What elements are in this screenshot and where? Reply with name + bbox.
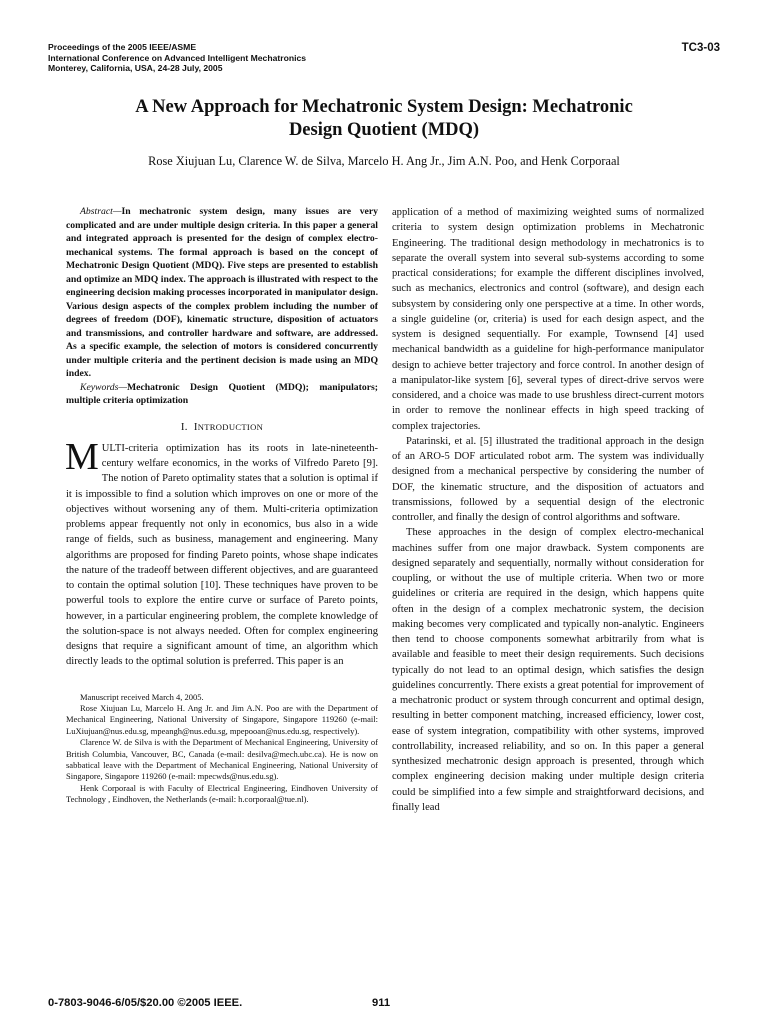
left-column xyxy=(66,205,378,806)
title-line-2: Design Quotient (MDQ) xyxy=(288,120,480,140)
footnote: Manuscript received March 4, 2005. xyxy=(80,691,204,702)
footnote: Clarence W. de Silva is with the Department of Mechanical Engineering, University of British Columbia, Vancouver, BC, Canada (e-mail: desilva@mech.ubc.ca). He is now on sabbatical leave with the Department of Mechanical Engineering, National University of Singapore, Singapore 119260 (e-mail: mpecwds@nus.edu.sg). xyxy=(66,737,378,782)
header-line-2: International Conference on Advanced Intelligent Mechatronics xyxy=(48,52,307,63)
footnote: Henk Corporaal is with Faculty of Electrical Engineering, Eindhoven University of Technology , Eindhoven, the Netherlands (e-mail: h.corporaal@tue.nl). xyxy=(66,782,378,805)
right-column xyxy=(392,205,704,815)
drop-cap: M xyxy=(65,435,99,478)
section-heading-introduction xyxy=(66,420,378,435)
body-paragraph: application of a method of maximizing weighted sums of normalized criteria to system design optimization problems in Mechatronic Engineering. The traditional design methodology in mechatronics is to separate the overall system into several sub-systems according to some practical considerations; for example the different disciplines involved, such as mechanics, electronics and control (software), and design each subsystem by considering only one perspective at a time. In other words, a single guideline (or, criteria) is used for each design aspect, and the system is designed sequentially. For example, Townsend [4] used mechanical bandwidth as a guideline for high-performance manipulator design to achieve better trajectory and force control. In another design of a manipulator-like system [6], several types of direct-drive servos were considered, and a choice was made to use brushless direct-current motors in order to remove the nonlinear effects in high speed tracking of complex trajectories. xyxy=(392,207,704,432)
paper-title xyxy=(60,96,708,142)
body-paragraph: Patarinski, et al. [5] illustrated the traditional approach in the design of an ARO-5 DOF articulated robot arm. The system was individually designed from a mechanical perspective by considering the number of DOF, the kinematic structure, and the disposition of actuators and transmissions, followed by a sequential design of the electronic controller, and finally the design of control algorithms and software. xyxy=(392,435,704,523)
section-title-rest: NTRODUCTION xyxy=(197,421,264,432)
header-line-3: Monterey, California, USA, 24-28 July, 2005 xyxy=(48,63,223,74)
isbn-copyright: 0-7803-9046-6/05/$20.00 ©2005 IEEE. xyxy=(48,997,243,1009)
section-title-first-letter: I xyxy=(193,420,198,433)
author-list: Rose Xiujuan Lu, Clarence W. de Silva, Marcelo H. Ang Jr., Jim A.N. Poo, and Henk Corporaal xyxy=(148,154,620,168)
keywords-label: Keywords— xyxy=(80,381,128,393)
intro-caps: ULTI xyxy=(101,442,125,454)
session-code: TC3-03 xyxy=(681,42,720,54)
abstract xyxy=(66,205,378,381)
abstract-label: Abstract— xyxy=(80,206,122,217)
title-line-1: A New Approach for Mechatronic System Design: Mechatronic xyxy=(135,97,633,117)
keywords-text: Mechatronic Design Quotient (MDQ); manipulators; multiple criteria optimization xyxy=(66,381,378,406)
page-number: 911 xyxy=(372,997,391,1009)
footnotes xyxy=(66,692,378,806)
header-line-1: Proceedings of the 2005 IEEE/ASME xyxy=(48,42,197,52)
intro-paragraph xyxy=(65,435,378,670)
abstract-text: In mechatronic system design, many issues are very complicated and are under multiple design criteria. In this paper a general and integrated approach is presented for the design of complex electro-mechanical systems. The formal approach is based on the concept of Mechatronic Design Quotient (MDQ). Five steps are presented to establish and optimize an MDQ index. The approach is illustrated with respect to the engineering decision making processes incorporated in manipulator design. Various design aspects of the complex problem including the number of degrees of freedom (DOF), kinematic structure, disposition of actuators and transmissions, and controller hardware and software, are addressed. As a specific example, the selection of motors is considered concurrently under multiple criteria and the pertinent decision is made using an MDQ index. xyxy=(66,206,378,379)
proceedings-header xyxy=(48,42,548,74)
section-number: I. xyxy=(180,420,188,433)
keywords xyxy=(66,381,378,408)
intro-text: -criteria optimization has its roots in late-nineteenth-century welfare economics, in the works of Vilfredo Pareto [9]. The notion of Pareto optimality states that a solution is optimal if it is impossible to find a solution which improves on one or more of the objectives without worsening any of them. Multi-criteria optimization problems appear frequently not only in economics, bus also in a wide range of fields, such as business, management and engineering. Many algorithms are proposed for finding Pareto points, whose shape indicates the nature of the tradeoff between different objectives, and are guaranteed to contain the optimal solution [10]. These techniques have proven to be powerful tools to explore the entire curve or surface of Pareto points, however, in a particular engineering problem, the complete knowledge of the solution-space is not always needed. Often for complex engineering designs that require a significant amount of time, an algorithm which directly leads to the optimal solution is preferred. This paper is an xyxy=(66,442,378,668)
body-paragraph: These approaches in the design of complex electro-mechanical machines suffer from one major drawback. System components are designed separately and sequentially, normally without consideration for coupling, or without the use of multiple criteria. When two or more guidelines or criteria are required in the design, which happens quite often in the design of a complex mechatronic system, the decision making becomes very complicated and typically non-analytic. Engineers then tend to choose components somewhat arbitrarily from what is available and feasible to meet their design requirements. Such decisions typically do not lead to an optimal design, which satisfies the design guidelines concurrently. There exists a great potential for improvement of a mechatronic product or system through concurrent and optimal design, resulting in better component matching, increased efficiency, lower cost, ease of system integration, compatibility with other systems, improved controllability, increased reliability, and so on. In this paper a general synthesized mechatronic design approach is presented, through which complex engineering decision making under multiple design criteria could be simplified into a few simple and straightforward decisions, and finally lead xyxy=(392,527,704,813)
footnote: Rose Xiujuan Lu, Marcelo H. Ang Jr. and Jim A.N. Poo are with the Department of Mechanical Engineering, National University of Singapore, Singapore 119260 (e-mail: LuXiujuan@nus.edu.sg, mpeangh@nus.edu.sg, mpepooan@nus.edu.sg, respectively). xyxy=(66,702,378,736)
